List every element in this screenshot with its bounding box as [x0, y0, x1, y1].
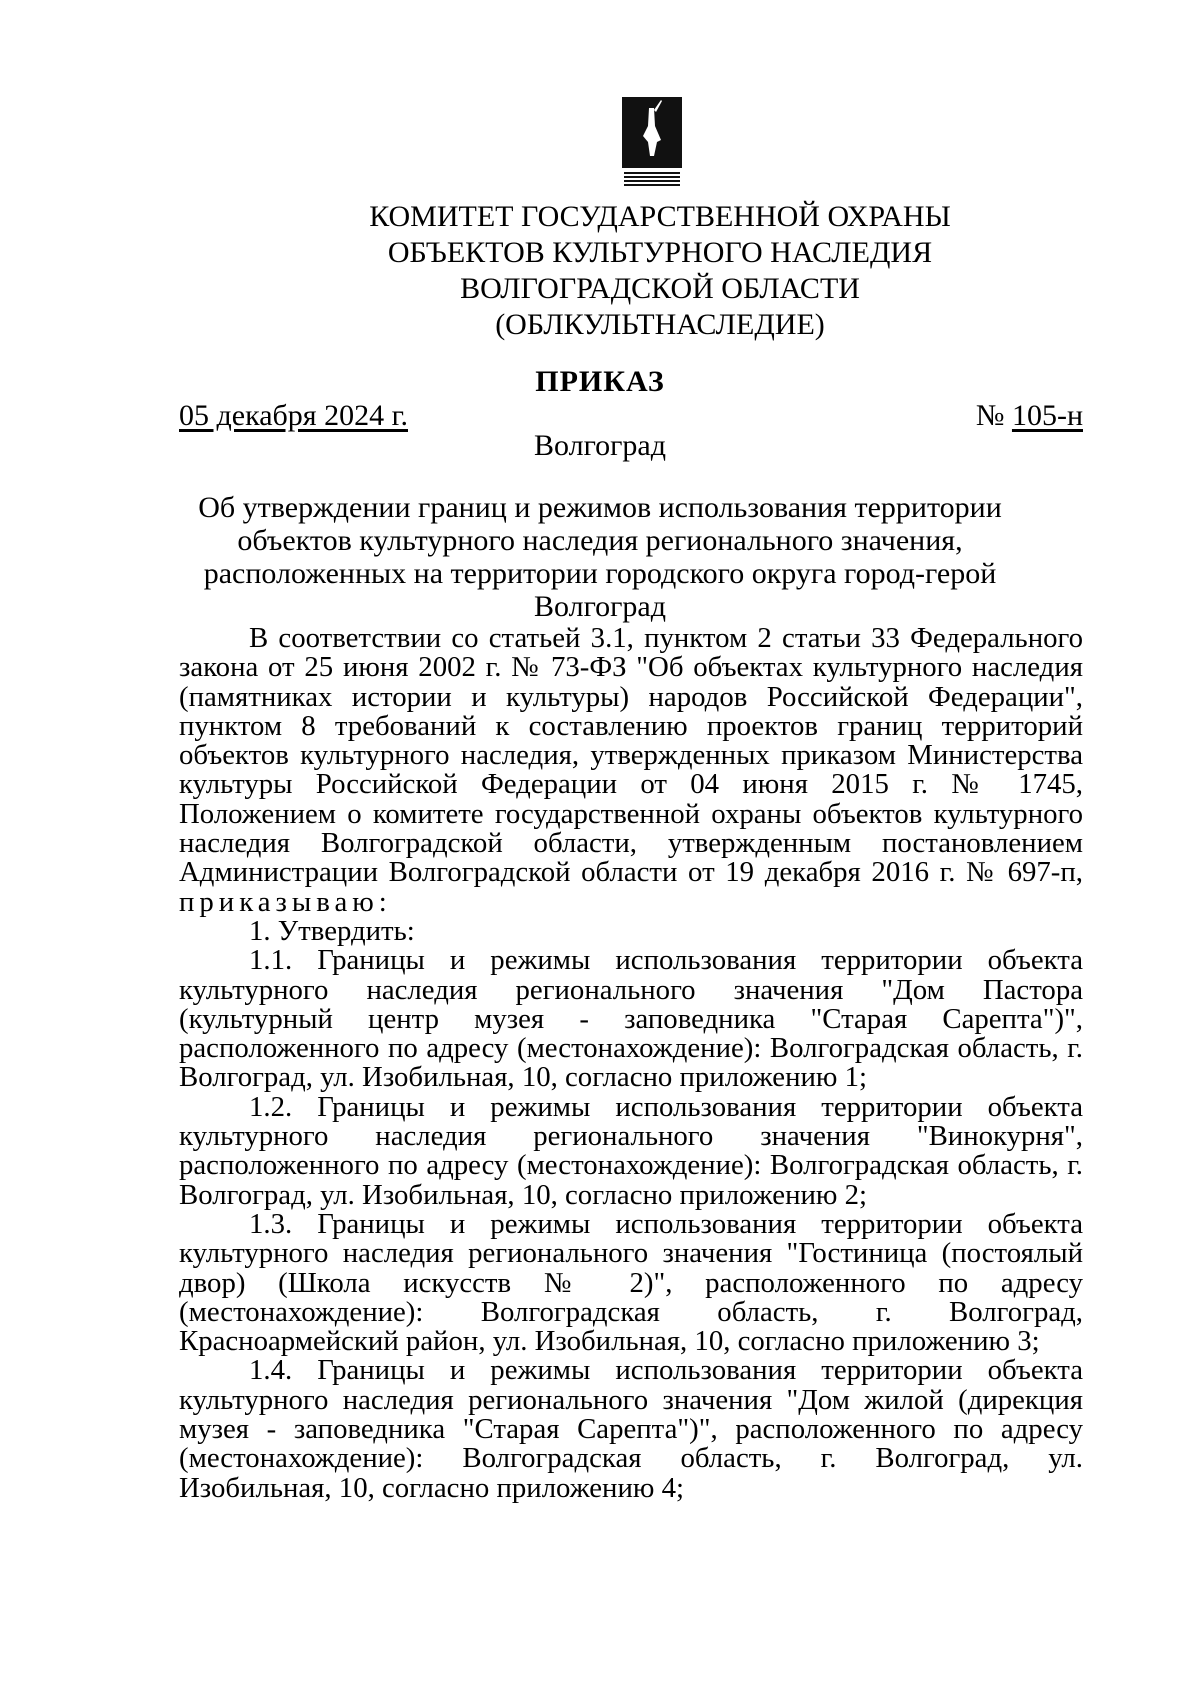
document-subject: Об утверждении границ и режимов использования территории объектов культурного наследия регионального значения, расположенных на территории городского округа город-герой Волгоград [198, 491, 1002, 623]
preamble-paragraph [179, 624, 1083, 917]
item-1-paragraph: 1. Утвердить: [249, 914, 415, 947]
header-line: ВОЛГОГРАДСКОЙ ОБЛАСТИ [460, 272, 860, 305]
organization-header [240, 199, 1080, 343]
header-line: ОБЪЕКТОВ КУЛЬТУРНОГО НАСЛЕДИЯ [387, 236, 933, 269]
number-prefix: № [975, 399, 1012, 432]
number-value: 105-н [1011, 399, 1083, 432]
item-paragraph: 1.1. Границы и режимы использования территории объекта культурного наследия регионального значения "Дом Пастора (культурный центр музея - заповедника "Старая Сарепта")", расположенного по адресу (местонахождение): Волгоградская область, г. Волгоград, ул. Изобильная, 10, согласно приложению 1; [179, 944, 1083, 1094]
item-paragraph: 1.3. Границы и режимы использования территории объекта культурного наследия регионального значения "Гостиница (постоялый двор) (Школа искусств № 2)", расположенного по адресу (местонахождение): Волгоградская область, г. Волгоград, Красноармейский район, ул. Изобильная, 10, согласно приложению 3; [179, 1207, 1083, 1358]
item-paragraph: 1.4. Границы и режимы использования территории объекта культурного наследия регионального значения "Дом жилой (дирекция музея - заповедника "Старая Сарепта")", расположенного по адресу (местонахождение): Волгоградская область, г. Волгоград, ул. Изобильная, 10, согласно приложению 4; [179, 1354, 1083, 1504]
header-line: (ОБЛКУЛЬТНАСЛЕДИЕ) [495, 308, 825, 341]
document-title: ПРИКАЗ [535, 365, 665, 398]
document-body [179, 624, 1083, 1503]
header-line: КОМИТЕТ ГОСУДАРСТВЕННОЙ ОХРАНЫ [369, 200, 951, 233]
item-paragraph: 1.2. Границы и режимы использования территории объекта культурного наследия регионального значения "Винокурня", расположенного по адресу (местонахождение): Волгоградская область, г. Волгоград, ул. Изобильная, 10, согласно приложению 2; [179, 1090, 1083, 1211]
document-date: 05 декабря 2024 г. [179, 399, 408, 432]
order-word: приказываю: [179, 885, 392, 918]
coat-of-arms-icon [621, 96, 683, 189]
preamble-text: В соответствии со статьей 3.1, пунктом 2 статьи 33 Федерального закона от 25 июня 2002 г. № 73-ФЗ "Об объектах культурного наследия (памятниках истории и культуры) народов Российской Федерации", пунктом 8 требований к составлению проектов границ территорий объектов культурного наследия, утвержденных приказом Министерства культуры Российской Федерации от 04 июня 2015 г. № 1745, Положением о комитете государственной охраны объектов культурного наследия Волгоградской области, утвержденным постановлением Администрации Волгоградской области от 19 декабря 2016 г. № 697-п, [179, 622, 1083, 889]
document-city: Волгоград [533, 429, 667, 462]
